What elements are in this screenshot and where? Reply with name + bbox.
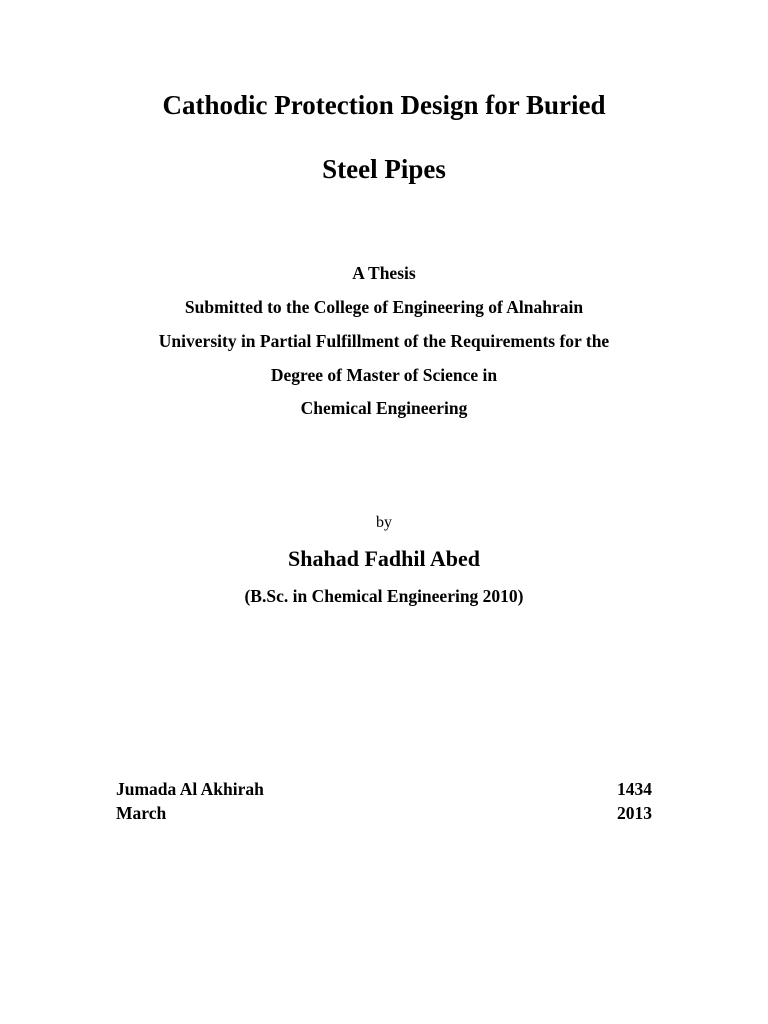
gregorian-year: 2013 (617, 803, 652, 823)
hijri-year: 1434 (617, 779, 652, 799)
author-degree: (B.Sc. in Chemical Engineering 2010) (244, 586, 524, 606)
author-name: Shahad Fadhil Abed (288, 546, 480, 571)
submission-line-1: Submitted to the College of Engineering of Alnahrain (184, 297, 584, 317)
submission-line-3: Degree of Master of Science in (270, 365, 498, 385)
gregorian-date-row (116, 802, 652, 824)
hijri-date-row (116, 778, 652, 800)
by-label: by (376, 514, 392, 531)
thesis-title-line-2: Steel Pipes (322, 154, 446, 184)
hijri-month: Jumada Al Akhirah (116, 779, 264, 799)
thesis-label: A Thesis (352, 263, 416, 283)
thesis-title-line-1: Cathodic Protection Design for Buried (162, 90, 606, 120)
submission-line-4: Chemical Engineering (300, 398, 468, 418)
submission-line-2: University in Partial Fulfillment of the Requirements for the (158, 331, 610, 351)
gregorian-month: March (116, 803, 167, 823)
